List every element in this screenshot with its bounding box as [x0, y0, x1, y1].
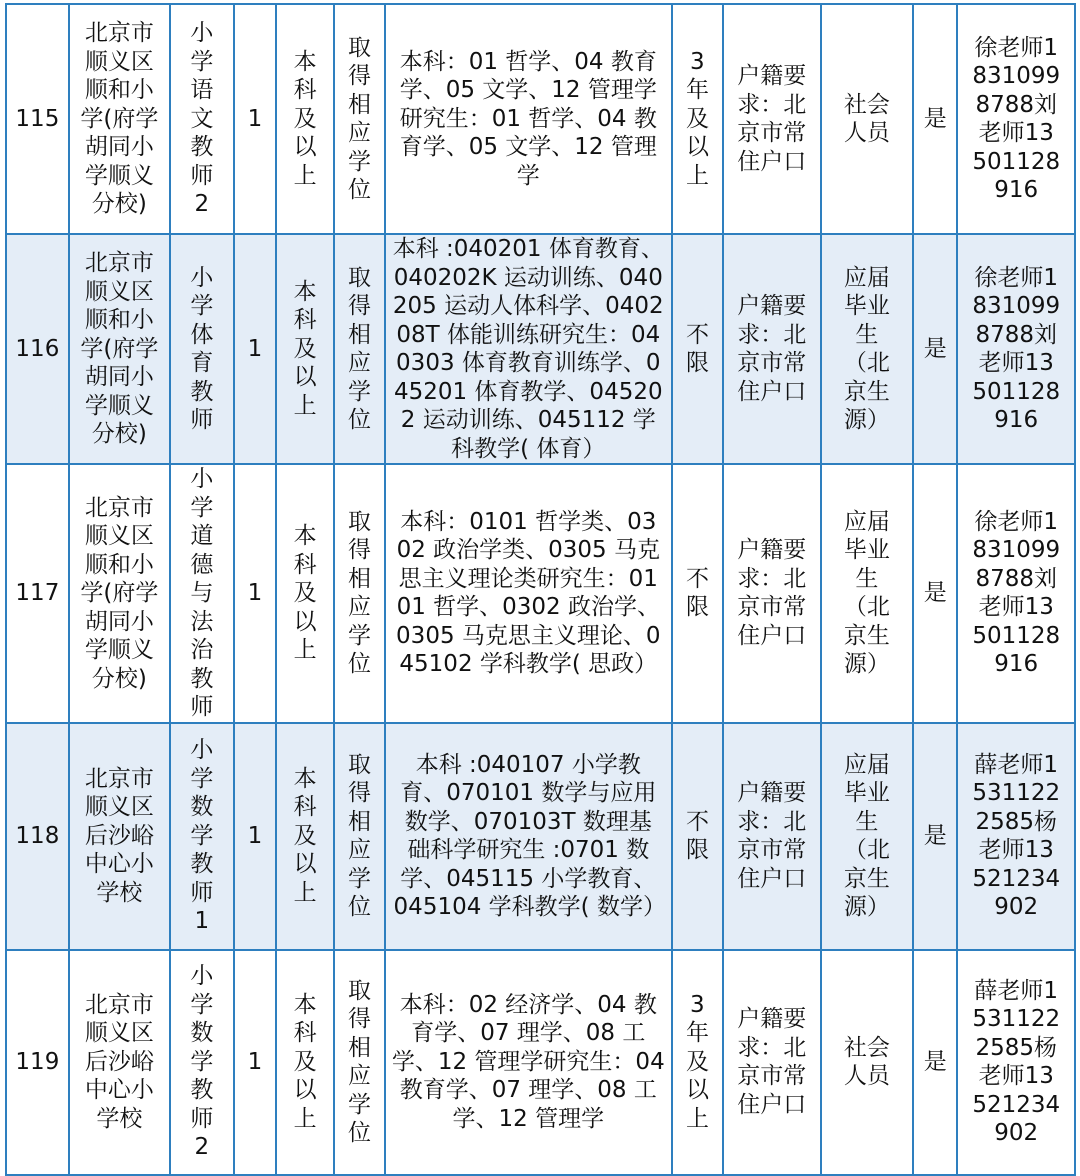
- contact-info: 薛老师15311222585杨老师13521234902: [957, 723, 1075, 950]
- target-applicants: 应届毕业生（北京生源）: [821, 464, 913, 723]
- hiring-count: 1: [234, 723, 277, 950]
- flag-value: 是: [913, 723, 958, 950]
- hiring-count: 1: [234, 234, 277, 464]
- experience-requirement: 3年及以上: [672, 4, 723, 234]
- recruitment-table: [5, 3, 1076, 1176]
- table-row: [6, 950, 1075, 1175]
- flag-value: 是: [913, 234, 958, 464]
- flag-value: 是: [913, 950, 958, 1175]
- major-requirement: 本科 :040107 小学教育、070101 数学与应用数学、070103T 数理基础科学研究生 :0701 数学、045115 小学教育、045104 学科教学( 数学）: [385, 723, 672, 950]
- major-requirement: 本科：02 经济学、04 教育学、07 理学、08 工学、12 管理学研究生：04 教育学、07 理学、08 工学、12 管理学: [385, 950, 672, 1175]
- table-row: [6, 234, 1075, 464]
- employer-name: 北京市顺义区顺和小学(府学胡同小学顺义分校): [69, 464, 170, 723]
- position-name: 小学数学教师1: [170, 723, 234, 950]
- employer-name: 北京市顺义区后沙峪中心小学校: [69, 950, 170, 1175]
- education-requirement: 本科及以上: [276, 4, 334, 234]
- target-applicants: 应届毕业生（北京生源）: [821, 723, 913, 950]
- education-requirement: 本科及以上: [276, 464, 334, 723]
- degree-requirement: 取得相应学位: [334, 950, 385, 1175]
- flag-value: 是: [913, 4, 958, 234]
- employer-name: 北京市顺义区顺和小学(府学胡同小学顺义分校): [69, 4, 170, 234]
- position-name: 小学数学教师2: [170, 950, 234, 1175]
- major-requirement: 本科：0101 哲学类、0302 政治学类、0305 马克思主义理论类研究生：0101 哲学、0302 政治学、0305 马克思主义理论、045102 学科教学( 思政）: [385, 464, 672, 723]
- table-row: [6, 4, 1075, 234]
- experience-requirement: 3年及以上: [672, 950, 723, 1175]
- experience-requirement: 不限: [672, 234, 723, 464]
- degree-requirement: 取得相应学位: [334, 464, 385, 723]
- education-requirement: 本科及以上: [276, 723, 334, 950]
- position-name: 小学道德与法治教师: [170, 464, 234, 723]
- employer-name: 北京市顺义区后沙峪中心小学校: [69, 723, 170, 950]
- major-requirement: 本科 :040201 体育教育、040202K 运动训练、040205 运动人体科学、040208T 体能训练研究生：040303 体育教育训练学、045201 体育教学、045202 运动训练、045112 学科教学( 体育）: [385, 234, 672, 464]
- education-requirement: 本科及以上: [276, 950, 334, 1175]
- position-name: 小学语文教师2: [170, 4, 234, 234]
- hiring-count: 1: [234, 950, 277, 1175]
- contact-info: 徐老师18310998788刘老师13501128916: [957, 464, 1075, 723]
- hiring-count: 1: [234, 4, 277, 234]
- experience-requirement: 不限: [672, 464, 723, 723]
- contact-info: 徐老师18310998788刘老师13501128916: [957, 4, 1075, 234]
- flag-value: 是: [913, 464, 958, 723]
- degree-requirement: 取得相应学位: [334, 723, 385, 950]
- row-number: 116: [6, 234, 69, 464]
- other-requirement: 户籍要求：北京市常住户口: [723, 234, 821, 464]
- table-row: [6, 464, 1075, 723]
- row-number: 118: [6, 723, 69, 950]
- target-applicants: 社会人员: [821, 950, 913, 1175]
- other-requirement: 户籍要求：北京市常住户口: [723, 4, 821, 234]
- hiring-count: 1: [234, 464, 277, 723]
- target-applicants: 应届毕业生（北京生源）: [821, 234, 913, 464]
- degree-requirement: 取得相应学位: [334, 234, 385, 464]
- other-requirement: 户籍要求：北京市常住户口: [723, 950, 821, 1175]
- position-name: 小学体育教师: [170, 234, 234, 464]
- contact-info: 徐老师18310998788刘老师13501128916: [957, 234, 1075, 464]
- experience-requirement: 不限: [672, 723, 723, 950]
- target-applicants: 社会人员: [821, 4, 913, 234]
- major-requirement: 本科：01 哲学、04 教育学、05 文学、12 管理学研究生：01 哲学、04 教育学、05 文学、12 管理学: [385, 4, 672, 234]
- education-requirement: 本科及以上: [276, 234, 334, 464]
- employer-name: 北京市顺义区顺和小学(府学胡同小学顺义分校): [69, 234, 170, 464]
- table-row: [6, 723, 1075, 950]
- row-number: 117: [6, 464, 69, 723]
- row-number: 115: [6, 4, 69, 234]
- other-requirement: 户籍要求：北京市常住户口: [723, 723, 821, 950]
- other-requirement: 户籍要求：北京市常住户口: [723, 464, 821, 723]
- degree-requirement: 取得相应学位: [334, 4, 385, 234]
- row-number: 119: [6, 950, 69, 1175]
- contact-info: 薛老师15311222585杨老师13521234902: [957, 950, 1075, 1175]
